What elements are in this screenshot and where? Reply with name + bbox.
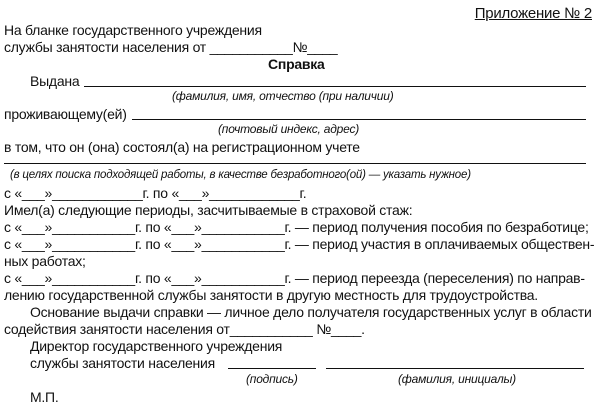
period-line-3: ных работах; <box>4 253 86 269</box>
issued-to-caption: (фамилия, имя, отчество (при наличии) <box>172 89 394 103</box>
appendix-number: Приложение № 2 <box>474 5 592 22</box>
director-line-1: Директор государственного учреждения <box>30 338 283 354</box>
header-line-2: службы занятости населения от ___________№____ <box>4 39 338 55</box>
registration-caption: (в целях поиска подходящей работы, в качестве безработного(ой) — указать нужное) <box>10 169 471 181</box>
signature-line <box>228 368 316 369</box>
document-title: Справка <box>268 56 325 72</box>
name-line <box>326 368 584 369</box>
period-line-4: с «___»___________г. по «___»___________г. — период переезда (переселения) по направ- <box>4 270 585 286</box>
resident-caption: (почтовый индекс, адрес) <box>218 122 360 136</box>
issued-to-label: Выдана <box>30 73 80 89</box>
director-line-2: службы занятости населения <box>30 355 215 371</box>
resident-field-line <box>132 119 586 120</box>
resident-label: проживающему(ей) <box>4 106 127 122</box>
signature-caption: (подпись) <box>246 372 298 386</box>
period-line-2: с «___»___________г. по «___»___________г. — период участия в оплачиваемых обществен- <box>4 236 595 252</box>
basis-line-2: содействия занятости населения от___________ №____. <box>4 321 365 337</box>
registration-text: в том, что он (она) состоял(а) на регистрационном учете <box>4 139 360 155</box>
stamp-place: М.П. <box>30 389 59 405</box>
name-caption: (фамилия, инициалы) <box>398 372 516 386</box>
period-line-1: с «___»___________г. по «___»___________г. — период получения пособия по безработице; <box>4 219 589 235</box>
registration-field-line <box>4 163 586 164</box>
period-line-5: лению государственной службы занятости в другую местность для трудоустройства. <box>4 287 538 303</box>
main-period-line: с «___»____________г. по «___»____________г. <box>4 185 307 201</box>
basis-line-1: Основание выдачи справки — личное дело получателя государственных услуг в области <box>30 304 592 320</box>
issued-to-field-line <box>84 86 586 87</box>
header-line-1: На бланке государственного учреждения <box>4 22 262 38</box>
periods-intro: Имел(а) следующие периоды, засчитываемые в страховой стаж: <box>4 202 413 218</box>
